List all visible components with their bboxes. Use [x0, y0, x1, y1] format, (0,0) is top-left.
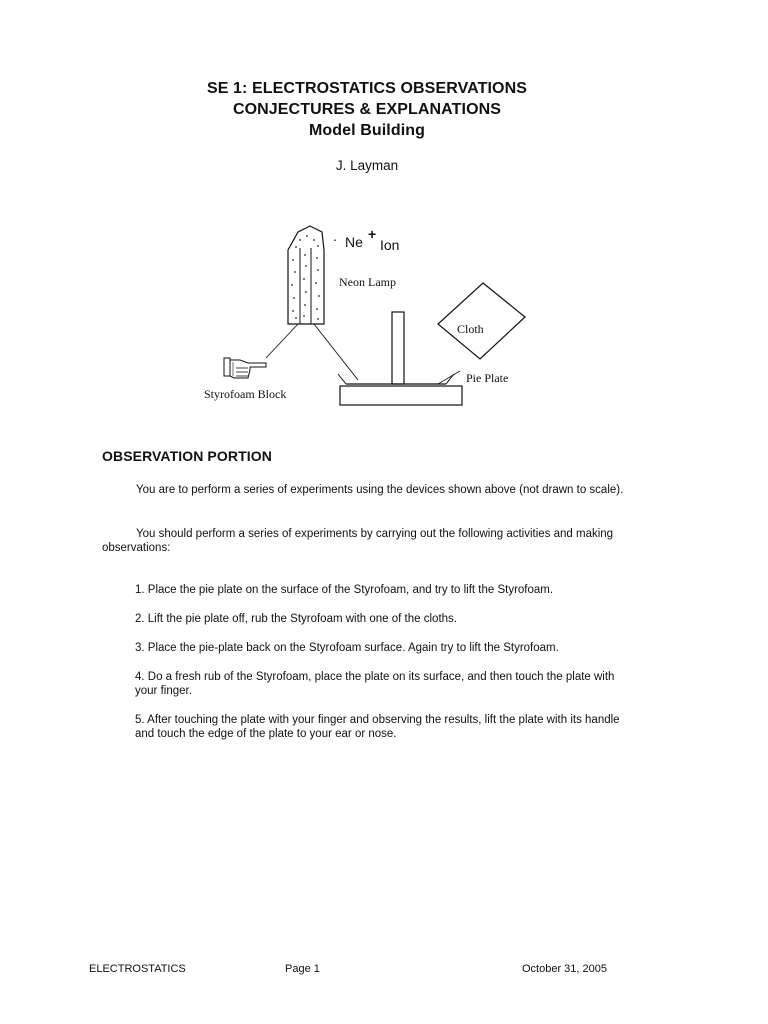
intro-paragraph-2	[102, 527, 642, 555]
cloth	[438, 283, 525, 359]
pie-plate-label: Pie Plate	[466, 371, 509, 385]
styrofoam-block	[340, 386, 462, 405]
footer-left: ELECTROSTATICS	[89, 963, 186, 975]
apparatus-diagram	[0, 0, 768, 420]
intro-paragraph-1-text: You are to perform a series of experiments using the devices shown above (not drawn to scale).	[136, 484, 624, 496]
list-item: 4. Do a fresh rub of the Styrofoam, place the plate on its surface, and then touch the plate with your finger.	[135, 671, 615, 697]
section-heading: OBSERVATION PORTION	[102, 448, 272, 464]
ion-word: Ion	[380, 237, 400, 253]
intro-paragraph-2-text: You should perform a series of experiments by carrying out the following activities and making observations:	[102, 528, 614, 554]
neon-lamp-label: Neon Lamp	[339, 275, 396, 289]
cloth-label: Cloth	[457, 322, 484, 336]
list-item: 5. After touching the plate with your finger and observing the results, lift the plate with its handle and touch the edge of the plate to your ear or nose.	[135, 714, 620, 740]
title-line-3: Model Building	[308, 122, 426, 139]
footer-date: October 31, 2005	[522, 963, 608, 975]
activity-list	[135, 583, 635, 756]
ion-charge: +	[368, 226, 377, 242]
ion-symbol: Ne	[345, 234, 363, 250]
title-line-1: SE 1: ELECTROSTATICS OBSERVATIONS	[206, 80, 528, 97]
intro-paragraph-1	[102, 483, 642, 497]
styrofoam-label: Styrofoam Block	[204, 387, 287, 401]
author: J. Layman	[335, 158, 399, 173]
list-item: 3. Place the pie-plate back on the Styrofoam surface. Again try to lift the Styrofoam.	[135, 642, 559, 654]
list-item: 2. Lift the pie plate off, rub the Styrofoam with one of the cloths.	[135, 613, 457, 625]
title-line-2: CONJECTURES & EXPLANATIONS	[232, 101, 502, 118]
ion-dot: .	[333, 228, 337, 244]
list-item: 1. Place the pie plate on the surface of the Styrofoam, and try to lift the Styrofoam.	[135, 584, 554, 596]
footer-page-number: Page 1	[285, 963, 320, 975]
pointing-hand-icon	[224, 358, 266, 378]
